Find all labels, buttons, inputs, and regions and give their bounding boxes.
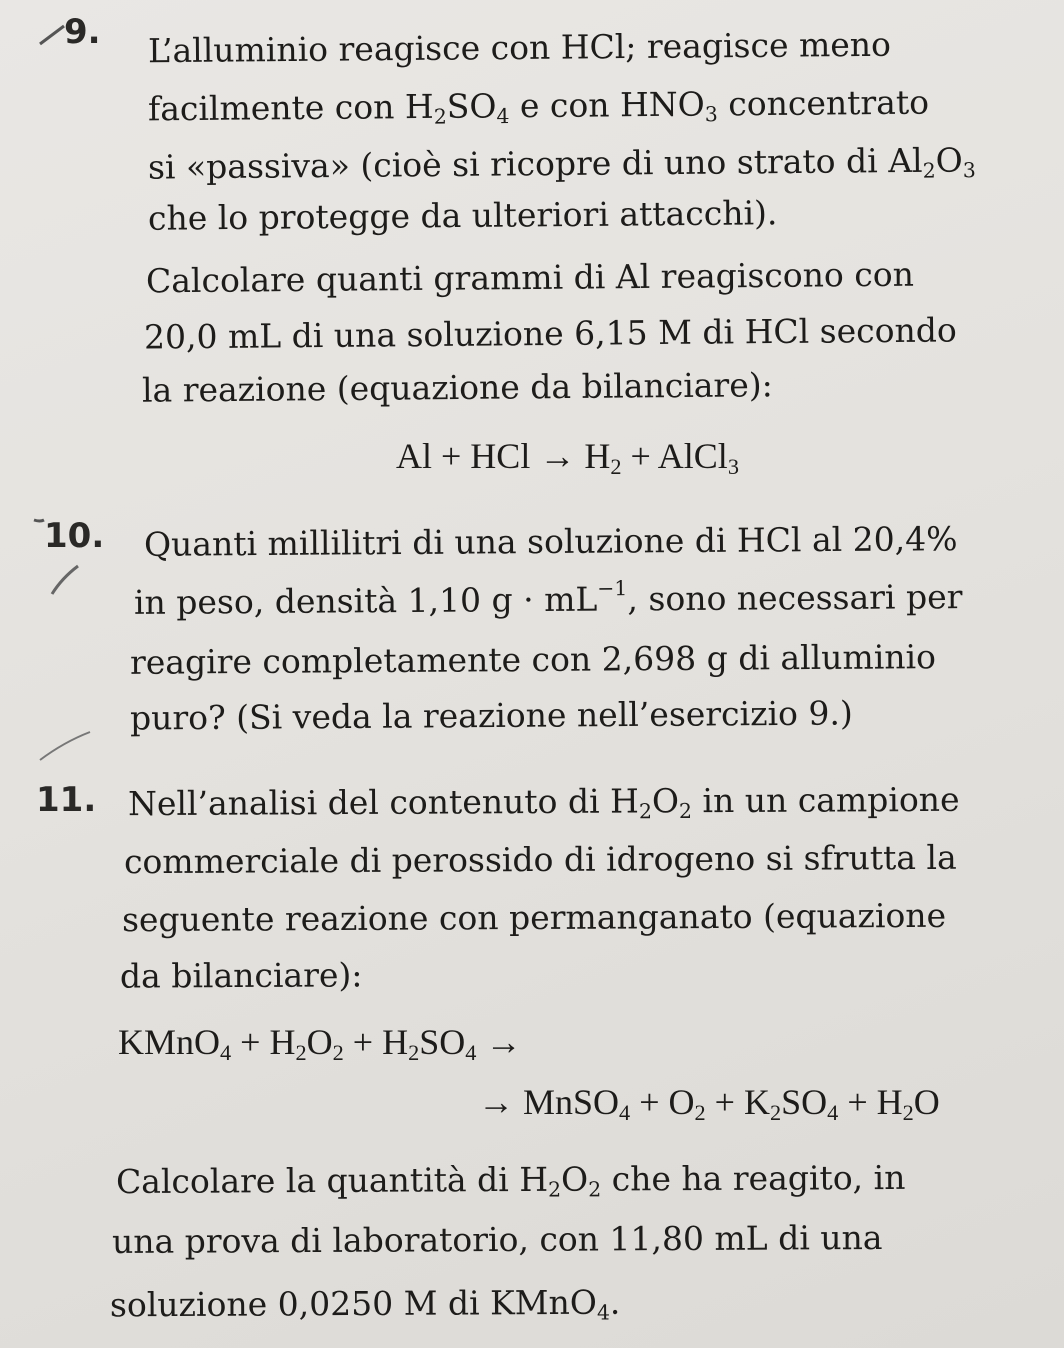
- text-line: la reazione (equazione da bilanciare):: [141, 365, 773, 410]
- text-line: facilmente con $H_2SO_4$ e con $HNO_3$ concentrato: [147, 82, 930, 129]
- text-line: seguente reazione con permanganato (equazione: [121, 895, 947, 940]
- formula-hno3: $HNO_3$: [619, 84, 718, 127]
- text-line: da bilanciare):: [119, 955, 363, 996]
- text-line: reagire completamente con 2,698 g di alluminio: [129, 637, 937, 682]
- text-line: Calcolare la quantità di $H_2O_2$ che ha reagito, in: [115, 1157, 906, 1202]
- text-line: Quanti millilitri di una soluzione di HCl al 20,4%: [143, 519, 958, 564]
- text-line: commerciale di perossido di idrogeno si sfrutta la: [123, 837, 957, 882]
- equation-line-2: → MnSO$_4$ + $O_2 + K_2SO_4 + H_2O$: [478, 1082, 940, 1126]
- formula-al2o3: $Al_2O_3$: [888, 140, 976, 183]
- text-line: che lo protegge da ulteriori attacchi).: [147, 193, 778, 238]
- text-line: puro? (Si veda la reazione nell’esercizio 9.): [129, 693, 853, 738]
- formula-h2so4: $H_2SO_4$: [404, 86, 510, 129]
- text-line: una prova di laboratorio, con 11,80 mL di una: [111, 1217, 883, 1262]
- exercise-number: 9.: [64, 12, 101, 52]
- text-line: in peso, densità 1,10 $g \cdot mL^{-1}$, sono necessari per: [133, 576, 963, 622]
- formula-h2o2: $H_2O_2$: [519, 1159, 602, 1202]
- text-line: Nell’analisi del contenuto di $H_2O_2$ in un campione: [127, 779, 960, 824]
- text-line: L’alluminio reagisce con HCl; reagisce meno: [147, 24, 892, 71]
- formula-h2o2: $H_2O_2$: [609, 781, 693, 824]
- text-line: soluzione 0,0250 M di KMnO$_4$.: [109, 1282, 621, 1325]
- text-line: si «passiva» (cioè si ricopre di uno strato di $Al_2O_3$: [147, 140, 976, 187]
- exercise-number: 10.: [44, 516, 105, 556]
- text-line: Calcolare quanti grammi di Al reagiscono con: [145, 254, 915, 301]
- text-line: 20,0 mL di una soluzione 6,15 M di HCl secondo: [143, 310, 957, 357]
- exercise-number: 11.: [36, 780, 97, 820]
- equation-line-1: KMnO$_4$ + $H_2O_2 + H_2SO_4$ →: [118, 1022, 522, 1066]
- equation: Al + HCl → $H_2$ + AlCl$_3$: [396, 436, 739, 480]
